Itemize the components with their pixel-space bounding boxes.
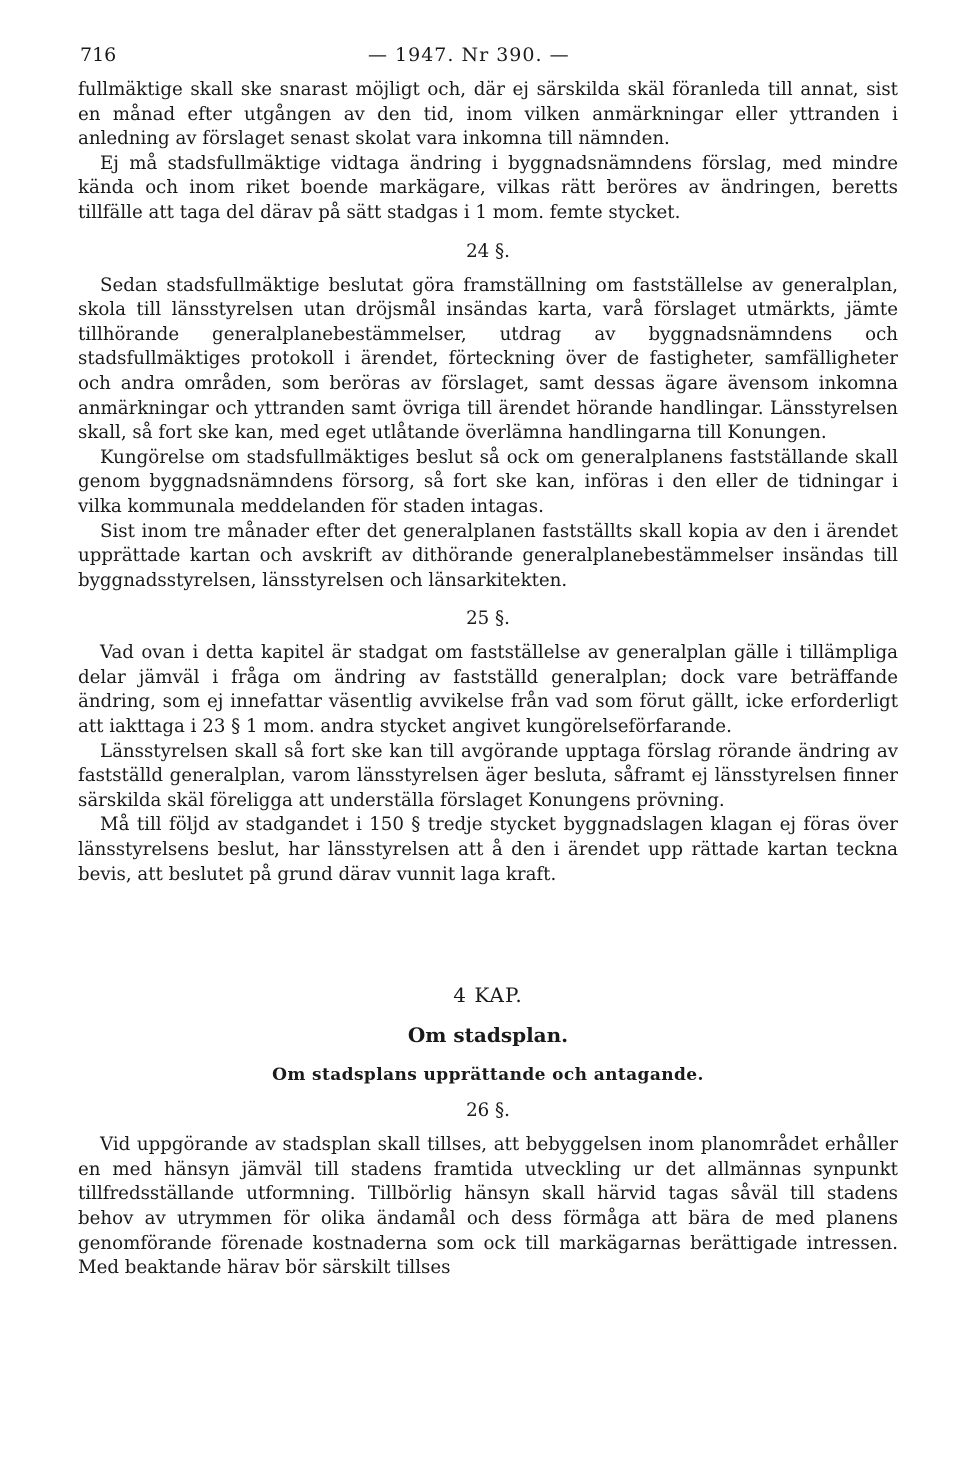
paragraph: Länsstyrelsen skall så fort ske kan till avgörande upptaga förslag rörande ändring av fastställd generalplan, varom länsstyrelsen äger besluta, såframt ej länsstyrelsen finner särskilda skäl föreligga att underställa förslaget Konungens prövning. bbox=[78, 740, 898, 811]
chapter-subtitle: Om stadsplans upprättande och antagande. bbox=[272, 1065, 704, 1086]
paragraph: Sedan stadsfullmäktige beslutat göra framställning om fastställelse av generalplan, skola till länsstyrelsen utan dröjsmål insändas karta, varå förslaget utmärkts, jämte tillhörande generalplanebestämmelser, utdrag av byggnadsnämndens och stadsfullmäktiges protokoll i ärendet, förteckning över de fastigheter, samfälligheter och andra områden, som beröras av förslaget, samt dessas ägare ävensom inkomna anmärkningar och yttranden samt övriga till ärendet hörande handlingar. Länsstyrelsen skall, så fort ske kan, med eget utlåtande överlämna handlingarna till Konungen. bbox=[78, 274, 898, 444]
section-heading-26: 26 §. bbox=[466, 1100, 510, 1122]
running-head: — 1947. Nr 390. — bbox=[368, 44, 570, 66]
paragraph: Må till följd av stadgandet i 150 § tredje stycket byggnadslagen klagan ej föras över länsstyrelsens beslut, har länsstyrelsen att å den i ärendet upp rättade kartan teckna bevis, att beslutet på grund därav vunnit laga kraft. bbox=[78, 814, 898, 885]
paragraph: Vad ovan i detta kapitel är stadgat om fastställelse av generalplan gälle i tillämpliga delar jämväl i fråga om ändring av fastställd generalplan; dock vare beträffande ändring, som ej innefattar väsentlig avvikelse från vad som förut gällt, icke erforderligt att iakttaga i 23 § 1 mom. andra stycket angivet kungörelseförfarande. bbox=[78, 642, 898, 738]
chapter-title: Om stadsplan. bbox=[407, 1023, 569, 1048]
paragraph: Vid uppgörande av stadsplan skall tillses, att bebyggelsen inom planområdet erhåller en med hänsyn jämväl till stadens framtida utveckling ur det allmännas synpunkt tillfredsställande utformning. Tillbörlig hänsyn skall härvid tagas såväl till stadens behov av utrymmen för olika ändamål och dess förmåga att bära de med planens genomförande förenade kostnaderna som ock till markägarnas berättigade intressen. Med beaktande härav bör särskilt tillses bbox=[78, 1134, 898, 1279]
paragraph: Kungörelse om stadsfullmäktiges beslut så ock om generalplanens fastställande skall genom byggnadsnämndens försorg, så fort ske kan, införas i den eller de tidningar i vilka kommunala meddelanden för staden intagas. bbox=[78, 446, 898, 517]
section-heading-25: 25 §. bbox=[466, 608, 510, 630]
page-header bbox=[78, 44, 898, 78]
paragraph: fullmäktige skall ske snarast möjligt och, där ej särskilda skäl föranleda till annat, sist en månad efter utgången av den tid, inom vilken anmärkningar eller yttranden i anledning av förslaget senast skolat vara inkomna till nämnden. bbox=[78, 79, 898, 150]
page-number: 716 bbox=[80, 44, 117, 66]
paragraph: Sist inom tre månader efter det generalplanen fastställts skall kopia av den i ärendet upprättade kartan och avskrift av dithörande generalplanebestämmelser insändas till byggnadsstyrelsen, länsstyrelsen och länsarkitekten. bbox=[78, 520, 898, 591]
paragraph: Ej må stadsfullmäktige vidtaga ändring i byggnadsnämndens förslag, med mindre kända och inom riket boende markägare, vilkas rätt beröres av ändringen, beretts tillfälle att taga del därav på sätt stadgas i 1 mom. femte stycket. bbox=[78, 152, 898, 223]
section-heading-24: 24 §. bbox=[466, 240, 510, 262]
chapter-number: 4 KAP. bbox=[453, 983, 523, 1008]
document-page bbox=[78, 44, 898, 1281]
